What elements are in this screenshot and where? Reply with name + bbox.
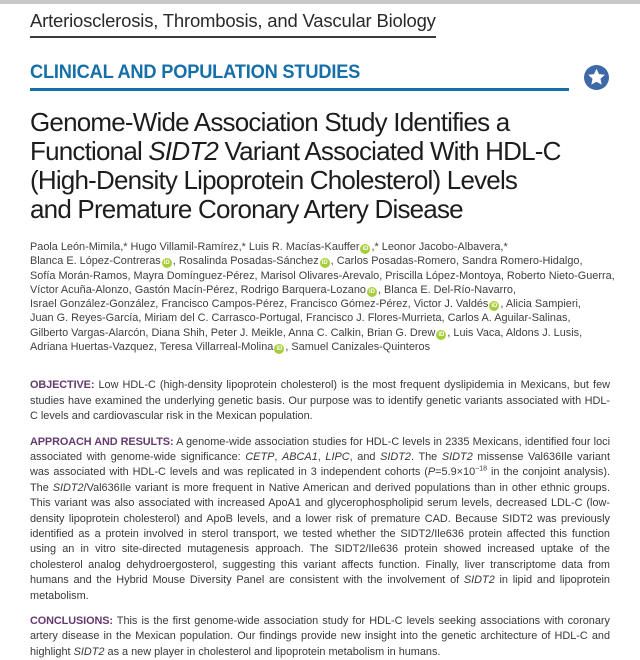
journal-header — [30, 4, 610, 38]
section-rule — [30, 62, 569, 91]
author-line: Adriana Huertas-Vazquez, Teresa Villarreal-Molina iD , Samuel Canizales-Quinteros — [30, 341, 431, 354]
article-page — [0, 4, 640, 660]
author-line: Paola León-Mimila,* Hugo Villamil-Ramírez,* Luis R. Macías-Kauffer iD ,* Leonor Jacobo-Albavera,* — [30, 241, 508, 253]
abstract-conclusions — [30, 614, 610, 660]
author-line: Víctor Acuña-Alonzo, Gastón Macín-Pérez, Rodrigo Barquera-Lozano iD , Blanca E. Del-Río-Navarro, — [30, 283, 516, 296]
article-title — [30, 108, 610, 224]
orcid-icon: iD — [438, 331, 445, 338]
orcid-icon: iD — [491, 303, 498, 310]
author-list — [30, 240, 615, 354]
article-title-line: (High-Density Lipoprotein Cholesterol) Levels — [30, 165, 518, 195]
approach-results-label: APPROACH AND RESULTS: — [30, 435, 174, 448]
author-line: Sofía Morán-Ramos, Mayra Domínguez-Pérez, Marisol Olivares-Arevalo, Priscilla López-Montoya, Roberto Nieto-Guerra, — [30, 269, 615, 282]
section-header-row — [30, 62, 610, 91]
abstract — [30, 378, 610, 660]
objective-text: Low HDL-C (high-density lipoprotein cholesterol) is the most frequent dyslipidemia in Mexicans, but few studies have examined the underlying genetic basis. Our purpose was to identify genetic variants associated with HDL-C levels and cardiovascular risk in the Mexican population. — [30, 379, 610, 423]
approach-results-text: A genome-wide association studies for HDL-C levels in 2335 Mexicans, identified four loci associated with genome-wide significance: CETP, ABCA1, LIPC, and SIDT2. The SIDT2 missense Val636Ile variant was associated with HDL-C levels and was replicated in 3 independent cohorts ($P=5.9\times 10^{-18}$ in the conjoint analysis). The SIDT2/Val636Ile variant is more frequent in Native American and derived populations than in other ethnic groups. This variant was also associated with increased ApoA1 and glycerophospholipid serum levels, decreased LDL-C (low-density lipoprotein cholesterol) and ApoB levels, and a lower risk of premature CAD. Because SIDT2 was previously identified as a protein involved in sterol transport, we tested whether the SIDT2/Ile636 protein affected this function using an in vitro site-directed mutagenesis approach. The SIDT2/Ile636 protein showed increased uptake of the cholesterol analog dehydroergosterol, suggesting this variant affects function. Finally, liver transcriptome data from humans and the Hybrid Mouse Diversity Panel are consistent with the involvement of SIDT2 in lipid and lipoprotein metabolism. — [30, 435, 611, 602]
orcid-icon: iD — [276, 346, 283, 353]
conclusions-text: This is the first genome-wide association study for HDL-C levels seeking associations with coronary artery disease in the Mexican population. Our findings provide new insight into the genetic architecture of HDL-C and highlight SIDT2 as a new player in cholesterol and lipoprotein metabolism in humans. — [30, 615, 610, 658]
abstract-approach-results — [30, 435, 610, 604]
author-line: Juan G. Reyes-García, Miriam del C. Carrasco-Portugal, Francisco J. Flores-Murrieta, Carlos A. Aguilar-Salinas, — [30, 312, 571, 325]
featured-star-icon — [583, 64, 610, 91]
article-title-line: Genome-Wide Association Study Identifies a — [30, 107, 510, 137]
orcid-icon: iD — [163, 260, 170, 267]
article-title-line: Functional SIDT2 Variant Associated With HDL-C — [30, 136, 561, 166]
abstract-objective — [30, 378, 610, 424]
objective-label: OBJECTIVE: — [30, 379, 95, 392]
author-line: Israel González-González, Francisco Campos-Pérez, Francisco Gómez-Pérez, Victor J. Valdés iD , Alicia Sampieri, — [30, 298, 581, 311]
author-line: Gilberto Vargas-Alarcón, Diana Shih, Peter J. Meikle, Anna C. Calkin, Brian G. Drew iD , Luis Vaca, Aldons J. Lusis, — [30, 326, 583, 339]
orcid-icon: iD — [362, 246, 369, 252]
author-line: Blanca E. López-Contreras iD , Rosalinda Posadas-Sánchez iD , Carlos Posadas-Romero, Sandra Romero-Hidalgo, — [30, 255, 583, 268]
orcid-icon: iD — [321, 260, 328, 267]
conclusions-label: CONCLUSIONS: — [30, 615, 113, 628]
section-label: CLINICAL AND POPULATION STUDIES — [30, 62, 361, 83]
article-title-line: and Premature Coronary Artery Disease — [30, 194, 463, 224]
orcid-icon: iD — [368, 288, 375, 295]
journal-title: Arteriosclerosis, Thrombosis, and Vascular Biology — [30, 10, 436, 38]
